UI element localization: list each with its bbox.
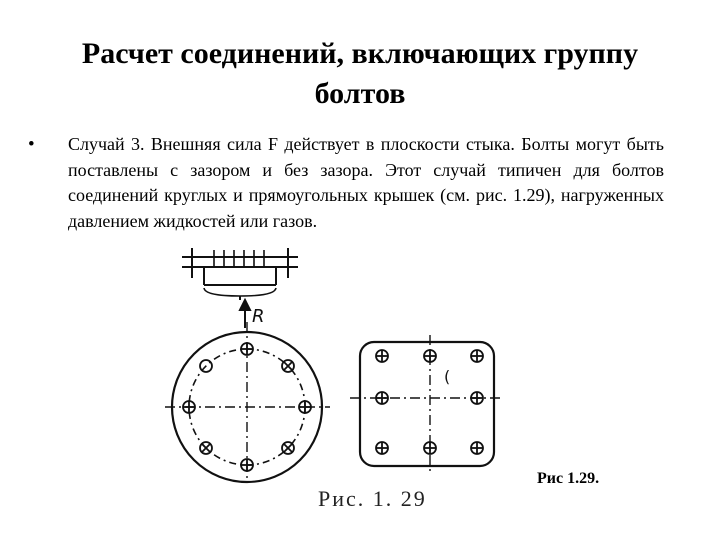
force-arrow	[240, 300, 250, 328]
body-paragraph: Случай 3. Внешняя сила F действует в плоскости стыка. Болты могут быть поставлены с зазором и без зазора. Этот случай типичен для болтов соединений круглых и прямоугольных крышек (см. рис. 1.29), нагруженных давлением жидкостей или газов.	[68, 134, 664, 231]
figure-caption: Рис 1.29.	[537, 470, 600, 487]
square-mark: (	[444, 367, 451, 386]
cut-caption	[318, 486, 428, 511]
bullet-item	[28, 132, 664, 234]
force-label: R	[252, 306, 265, 327]
pressure-diagram	[182, 248, 298, 300]
cut-caption-text: Рис. 1. 29	[318, 486, 427, 511]
bullet-marker: •	[28, 134, 35, 155]
slide-title: Расчет соединений, включающих группу болтов	[81, 37, 639, 110]
square-cover	[350, 335, 502, 472]
bolt-pattern-figure	[170, 240, 510, 480]
round-cover	[165, 322, 330, 482]
